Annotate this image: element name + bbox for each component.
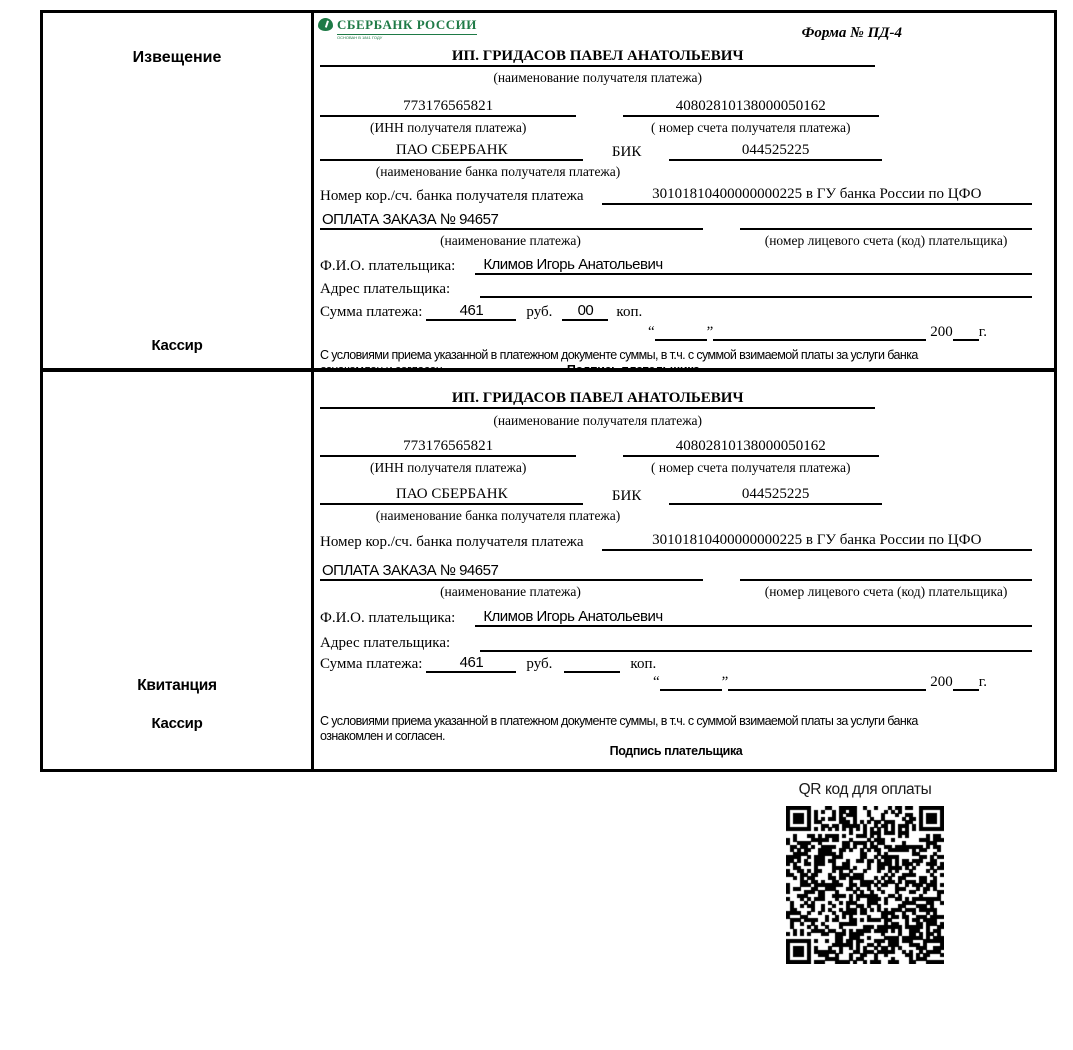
bank-caption: (наименование банка получателя платежа) <box>375 164 621 179</box>
account-caption: ( номер счета получателя платежа) <box>651 120 851 135</box>
account-value: 40802810138000050162 <box>623 438 879 457</box>
bank-caption: (наименование банка получателя платежа) <box>375 508 621 523</box>
date-year-prefix: 200 <box>930 324 953 340</box>
date-year-suffix: г. <box>978 324 987 340</box>
bik-label: БИК <box>611 488 642 504</box>
receipt-cashier-label: Кассир <box>151 715 203 732</box>
payer-address-line <box>480 279 1032 298</box>
payer-address-label: Адрес плательщика: <box>320 635 451 651</box>
payment-name-caption: (наименование платежа) <box>440 584 581 599</box>
payer-address-line <box>480 633 1032 652</box>
personal-account-caption: (номер лицевого счета (код) плательщика) <box>764 233 1008 248</box>
date-open-quote: “ <box>652 674 660 690</box>
kop-label: коп. <box>630 656 657 672</box>
date-day-line <box>655 322 707 341</box>
form-number: Форма № ПД-4 <box>801 25 902 41</box>
payer-fio-value: Климов Игорь Анатольевич <box>475 608 1032 627</box>
date-close-quote: ” <box>721 674 729 690</box>
korr-label: Номер кор./сч. банка получателя платежа <box>320 534 584 550</box>
qr-block <box>783 781 947 964</box>
payment-name-value: ОПЛАТА ЗАКАЗА № 94657 <box>320 211 703 230</box>
date-day-line <box>660 672 722 691</box>
payment-name-value: ОПЛАТА ЗАКАЗА № 94657 <box>320 562 703 581</box>
receipt-title: Квитанция <box>137 677 217 694</box>
rub-label: руб. <box>526 656 553 672</box>
payer-fio-label: Ф.И.О. плательщика: <box>320 258 456 274</box>
bik-value: 044525225 <box>669 142 883 161</box>
qr-code <box>786 806 944 964</box>
date-year-suffix: г. <box>978 674 987 690</box>
notice-left-column <box>43 13 314 368</box>
date-open-quote: “ <box>647 324 655 340</box>
inn-value: 773176565821 <box>320 438 576 457</box>
korr-label: Номер кор./сч. банка получателя платежа <box>320 188 584 204</box>
bik-value: 044525225 <box>669 486 883 505</box>
notice-section <box>40 10 1057 371</box>
inn-caption: (ИНН получателя платежа) <box>369 120 527 135</box>
recipient-caption: (наименование получателя платежа) <box>493 413 703 428</box>
sum-kop-value <box>564 654 620 673</box>
sum-label: Сумма платежа: <box>320 656 423 672</box>
bik-label: БИК <box>611 144 642 160</box>
terms-text-line2: ознакомлен и согласен. <box>320 729 445 743</box>
payer-fio-value: Климов Игорь Анатольевич <box>475 256 1032 275</box>
date-year-line <box>953 672 979 691</box>
sum-kop-value: 00 <box>562 302 608 321</box>
sum-rub-value: 461 <box>426 302 516 321</box>
receipt-left-column <box>43 372 314 769</box>
notice-form-body <box>314 13 1054 368</box>
date-close-quote: ” <box>706 324 714 340</box>
korr-value: 30101810400000000225 в ГУ банка России по ЦФО <box>602 186 1032 205</box>
date-year-line <box>953 322 979 341</box>
personal-account-line <box>740 211 1032 230</box>
sberbank-logo-icon <box>318 18 333 31</box>
recipient-caption: (наименование получателя платежа) <box>493 70 703 85</box>
sberbank-logo-text: СБЕРБАНК РОССИИ <box>337 17 477 35</box>
payer-signature-label: Подпись плательщика <box>609 744 743 758</box>
date-year-prefix: 200 <box>930 674 953 690</box>
terms-text-line1: С условиями приема указанной в платежном документе суммы, в т.ч. с суммой взимаемой платы за услуги банка <box>320 348 918 362</box>
notice-title: Извещение <box>132 49 222 66</box>
kop-label: коп. <box>616 304 643 320</box>
notice-cashier-label: Кассир <box>151 337 203 354</box>
sum-rub-value: 461 <box>426 654 516 673</box>
bank-name-value: ПАО СБЕРБАНК <box>320 142 583 161</box>
korr-value: 30101810400000000225 в ГУ банка России по ЦФО <box>602 532 1032 551</box>
inn-caption: (ИНН получателя платежа) <box>369 460 527 475</box>
qr-caption: QR код для оплаты <box>798 781 932 798</box>
account-value: 40802810138000050162 <box>623 98 879 117</box>
payment-name-caption: (наименование платежа) <box>440 233 581 248</box>
date-month-line <box>728 672 926 691</box>
sberbank-logo-tagline: ОСНОВАН В 1841 ГОДУ <box>337 35 383 40</box>
sberbank-logo <box>318 17 477 40</box>
payer-fio-label: Ф.И.О. плательщика: <box>320 610 456 626</box>
payer-address-label: Адрес плательщика: <box>320 281 451 297</box>
recipient-name: ИП. ГРИДАСОВ ПАВЕЛ АНАТОЛЬЕВИЧ <box>320 48 875 67</box>
rub-label: руб. <box>526 304 553 320</box>
date-month-line <box>713 322 926 341</box>
inn-value: 773176565821 <box>320 98 576 117</box>
recipient-name: ИП. ГРИДАСОВ ПАВЕЛ АНАТОЛЬЕВИЧ <box>320 390 875 409</box>
receipt-form-body <box>314 372 1054 769</box>
personal-account-caption: (номер лицевого счета (код) плательщика) <box>764 584 1008 599</box>
personal-account-line <box>740 562 1032 581</box>
receipt-section <box>40 369 1057 772</box>
account-caption: ( номер счета получателя платежа) <box>651 460 851 475</box>
terms-text-line1: С условиями приема указанной в платежном документе суммы, в т.ч. с суммой взимаемой платы за услуги банка <box>320 714 918 728</box>
sum-label: Сумма платежа: <box>320 304 423 320</box>
bank-name-value: ПАО СБЕРБАНК <box>320 486 583 505</box>
